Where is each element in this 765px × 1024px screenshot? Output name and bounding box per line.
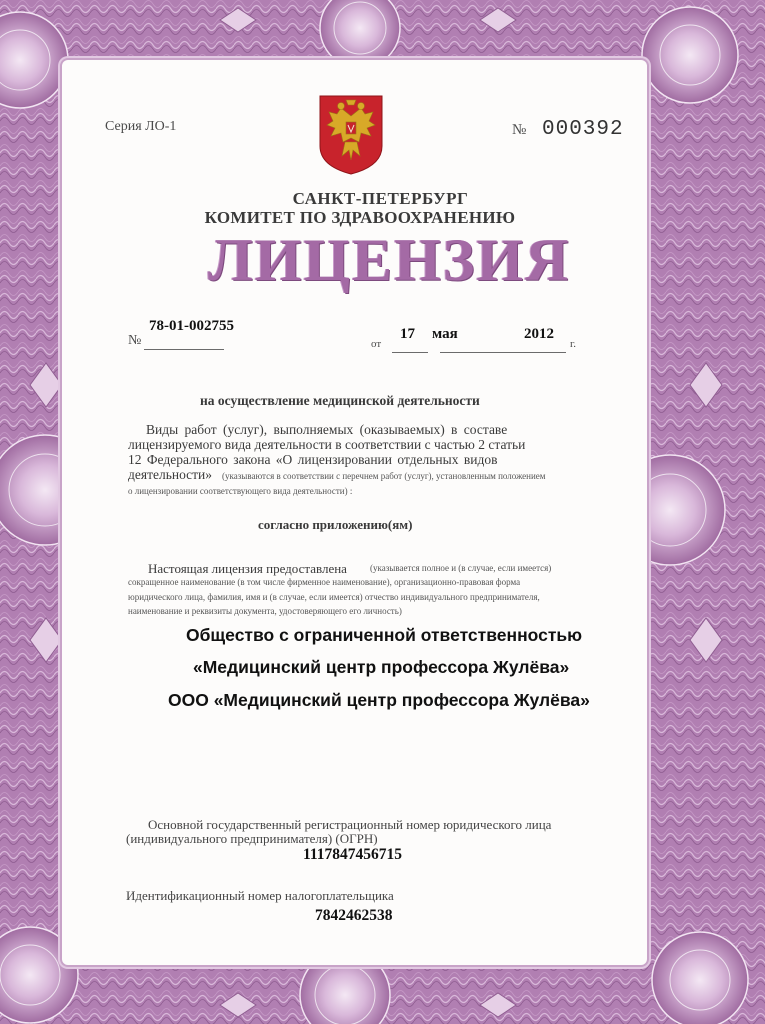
issuer-city: САНКТ-ПЕТЕРБУРГ (292, 189, 469, 208)
license-day: 17 (400, 326, 415, 342)
works-line-4: деятельности» (128, 467, 213, 482)
document-title: ЛИЦЕНЗИЯ (208, 227, 571, 293)
works-line-3: 12 Федерального закона «О лицензировании отдельных видов (128, 452, 498, 467)
blank-number: 000392 (542, 118, 624, 141)
date-from-label: от (371, 338, 382, 350)
appendix-reference: согласно приложению(ям) (258, 517, 413, 532)
inn-value: 7842462538 (315, 907, 393, 924)
series-label: Серия ЛО-1 (105, 119, 177, 134)
granted-note-1: (указывается полное и (в случае, если имеется) (370, 563, 552, 573)
month-year-line (440, 352, 566, 353)
works-note-2: о лицензировании соответствующего вида деятельности) : (128, 486, 353, 496)
license-number-line (144, 349, 224, 350)
inn-label: Идентификационный номер налогоплательщика (126, 888, 394, 903)
ogrn-value: 1117847456715 (303, 846, 403, 863)
license-month: мая (432, 326, 458, 342)
works-line-1: Виды работ (услуг), выполняемых (оказываемых) в составе (146, 422, 508, 437)
works-note-1: (указываются в соответствии с перечнем работ (услуг), установленным положением (222, 471, 546, 481)
ogrn-label-2: (индивидуального предпринимателя) (ОГРН) (126, 831, 378, 846)
granted-note-2: сокращенное наименование (в том числе фирменное наименование), организационно-правовая форма (128, 577, 521, 587)
day-line (392, 352, 428, 353)
granted-note-4: наименование и реквизиты документа, удостоверяющего его личность) (128, 606, 402, 616)
organization-line-1: Общество с ограниченной ответственностью (186, 625, 583, 645)
blank-number-sign: № (512, 122, 527, 138)
russian-coat-of-arms-icon (318, 94, 384, 176)
year-suffix: г. (570, 338, 577, 350)
granted-note-3: юридического лица, фамилия, имя и (в случае, если имеется) отчество индивидуального предпринимателя, (128, 592, 540, 602)
license-year: 2012 (524, 326, 554, 342)
license-number: 78-01-002755 (149, 318, 234, 334)
license-number-sign: № (128, 333, 142, 348)
organization-line-3: ООО «Медицинский центр профессора Жулёва» (168, 690, 590, 710)
ogrn-label-1: Основной государственный регистрационный номер юридического лица (148, 817, 552, 832)
organization-line-2: «Медицинский центр профессора Жулёва» (193, 657, 570, 677)
issuer-committee: КОМИТЕТ ПО ЗДРАВООХРАНЕНИЮ (204, 208, 516, 227)
activity-title: на осуществление медицинской деятельности (200, 393, 480, 408)
works-line-2: лицензируемого вида деятельности в соответствии с частью 2 статьи (128, 437, 526, 452)
granted-label: Настоящая лицензия предоставлена (148, 561, 347, 576)
